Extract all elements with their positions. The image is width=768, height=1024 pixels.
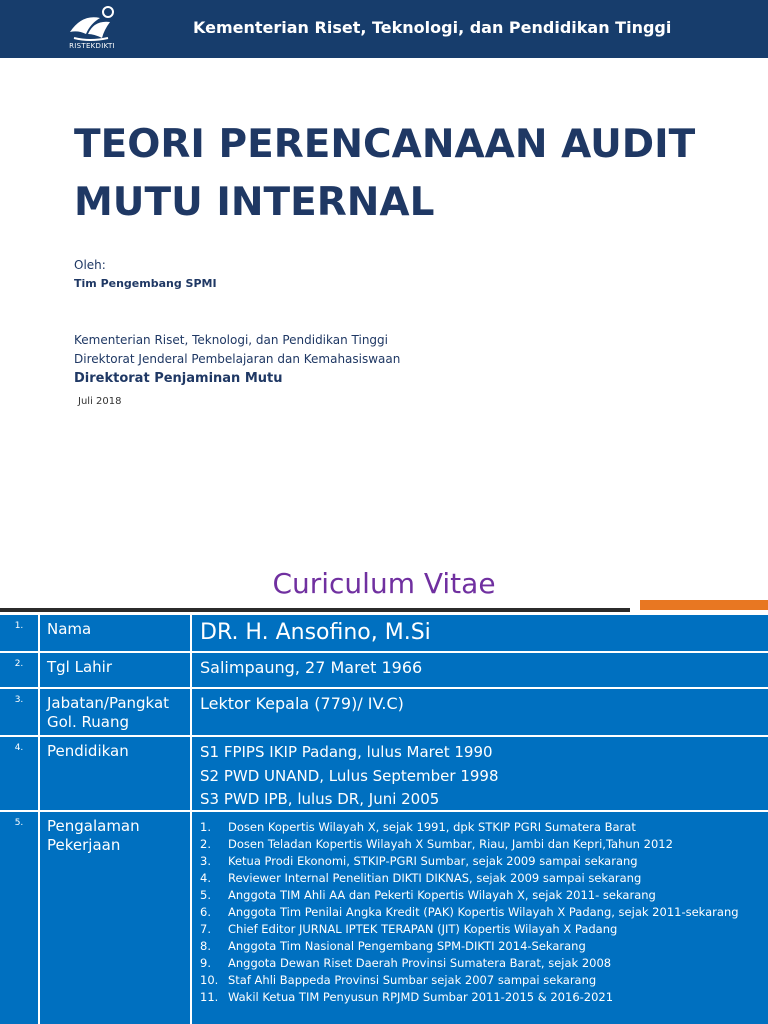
row-value: Salimpaung, 27 Maret 1966 [200,658,423,677]
organization-directorate: Direktorat Penjaminan Mutu [74,371,283,386]
row-value: Lektor Kepala (779)/ IV.C) [200,694,404,713]
row-label: Jabatan/Pangkat Gol. Ruang [40,689,192,735]
list-item: 6. Anggota Tim Penilai Angka Kredit (PAK) Kopertis Wilayah X Padang, sejak 2011-sekarang [200,905,739,919]
header-title: Kementerian Riset, Teknologi, dan Pendidikan Tinggi [193,18,672,37]
row-label: Tgl Lahir [40,653,192,687]
education-item: S3 PWD IPB, lulus DR, Juni 2005 [200,790,440,808]
education-item: S2 PWD UNAND, Lulus September 1998 [200,766,499,785]
list-item: 3. Ketua Prodi Ekonomi, STKIP-PGRI Sumbar, sejak 2009 sampai sekarang [200,854,638,868]
cv-table [0,613,768,1024]
presentation-title [74,116,734,232]
row-number: 1. [0,615,40,651]
list-item: 11. Wakil Ketua TIM Penyusun RPJMD Sumbar 2011-2015 & 2016-2021 [200,990,614,1004]
title-line-2: MUTU INTERNAL [74,180,435,225]
education-item: S1 FPIPS IKIP Padang, lulus Maret 1990 [200,743,493,761]
title-line-1: TEORI PERENCANAAN AUDIT [74,122,696,167]
organization-ministry: Kementerian Riset, Teknologi, dan Pendidikan Tinggi [74,333,388,347]
row-number: 5. [0,812,40,1024]
list-item: 4. Reviewer Internal Penelitian DIKTI DIKNAS, sejak 2009 sampai sekarang [200,871,642,885]
author-name: Tim Pengembang SPMI [74,277,217,290]
list-item: 1. Dosen Kopertis Wilayah X, sejak 1991, dpk STKIP PGRI Sumatera Barat [200,820,636,834]
list-item: 5. Anggota TIM Ahli AA dan Pekerti Kopertis Wilayah X, sejak 2011- sekarang [200,888,656,902]
table-row [0,687,768,735]
table-row [0,651,768,687]
row-number: 4. [0,737,40,810]
row-label: Pendidikan [40,737,192,810]
list-item: 9. Anggota Dewan Riset Daerah Provinsi Sumatera Barat, sejak 2008 [200,956,612,970]
experience-list [200,816,768,1005]
row-value [192,812,768,1024]
row-number: 3. [0,689,40,735]
title-rule [0,608,630,612]
list-item: 8. Anggota Tim Nasional Pengembang SPM-DIKTI 2014-Sekarang [200,939,586,953]
author-label: Oleh: [74,258,106,272]
header-bar [0,0,768,58]
table-row [0,613,768,651]
row-value [192,737,768,810]
row-number: 2. [0,653,40,687]
list-item: 7. Chief Editor JURNAL IPTEK TERAPAN (JIT) Kopertis Wilayah X Padang [200,922,618,936]
row-label: Pengalaman Pekerjaan [40,812,192,1024]
cv-slide [0,545,768,1024]
organization-directorate-general: Direktorat Jenderal Pembelajaran dan Kemahasiswaan [74,352,401,366]
list-item: 2. Dosen Teladan Kopertis Wilayah X Sumbar, Riau, Jambi dan Kepri,Tahun 2012 [200,837,673,851]
logo-text: RISTEKDIKTI [69,42,115,50]
list-item: 10. Staf Ahli Bappeda Provinsi Sumbar sejak 2007 sampai sekarang [200,973,597,987]
table-row [0,735,768,810]
presentation-date: Juli 2018 [78,396,122,407]
accent-bar [640,600,768,610]
table-row [0,810,768,1024]
row-label: Nama [40,615,192,651]
cv-title: Curiculum Vitae [272,567,496,600]
row-value: DR. H. Ansofino, M.Si [200,620,431,645]
